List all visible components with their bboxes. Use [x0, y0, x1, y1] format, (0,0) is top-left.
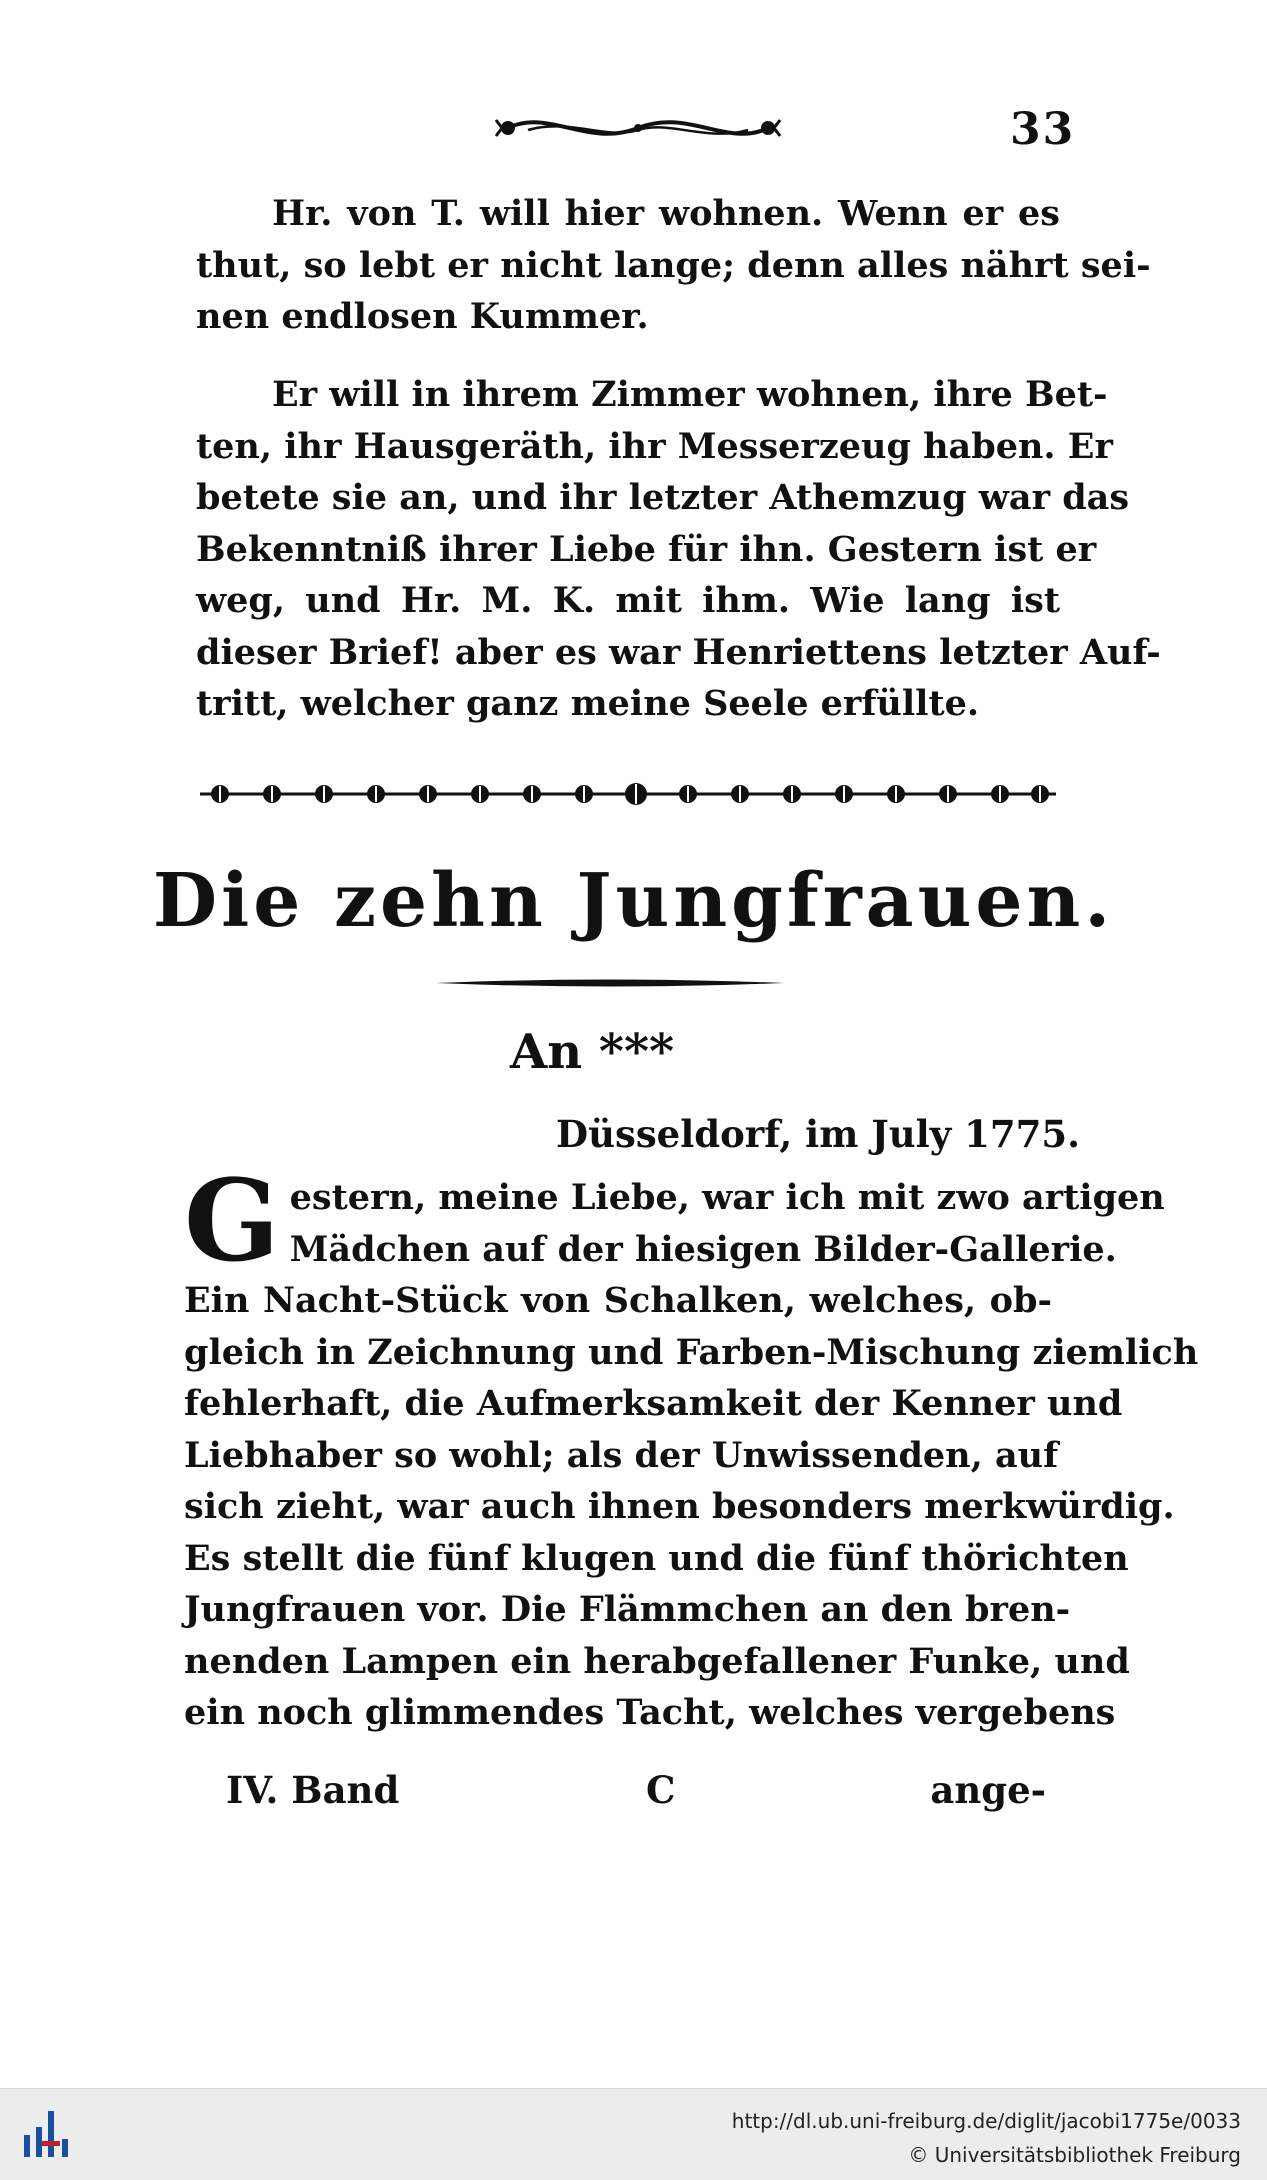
text-line: Ein Nacht-Stück von Schalken, welches, ob-: [184, 1280, 1052, 1321]
text-line: nen endlosen Kummer.: [196, 296, 649, 337]
paragraph: [196, 369, 1161, 730]
text-line: thut, so lebt er nicht lange; denn alles nährt sei-: [196, 244, 1151, 286]
text-line: sich zieht, war auch ihnen besonders merkwürdig.: [184, 1486, 1175, 1527]
copyright-notice: © Universitätsbibliothek Freiburg: [908, 2143, 1241, 2167]
text-line: ten, ihr Hausgeräth, ihr Messerzeug haben. Er: [196, 425, 1113, 467]
paragraph-continuation: [196, 188, 1151, 343]
page-number: 33: [1010, 104, 1076, 155]
text-line: Es stellt die fünf klugen und die fünf thörichten: [184, 1537, 1129, 1579]
letter-body: [184, 1156, 1199, 1739]
library-logo-icon[interactable]: [16, 2105, 80, 2165]
text-line: Jungfrauen vor. Die Flämmchen an den bren-: [184, 1589, 1071, 1630]
text-line: dieser Brief! aber es war Henriettens letzter Auf-: [196, 631, 1161, 673]
letter-dateline: Düsseldorf, im July 1775.: [556, 1112, 1080, 1156]
text-line: tritt, welcher ganz meine Seele erfüllte.: [196, 683, 980, 724]
section-title: Die zehn Jungfrauen.: [152, 858, 1115, 944]
volume-signature: IV. Band: [226, 1768, 400, 1812]
text-line: Liebhaber so wohl; als der Unwissenden, auf: [184, 1434, 1059, 1476]
viewer-footer: [0, 2088, 1267, 2180]
text-line: weg, und Hr. M. K. mit ihm. Wie lang ist: [196, 580, 1060, 621]
text-line: betete sie an, und ihr letzter Athemzug war das: [196, 477, 1130, 518]
text-line: ein noch glimmendes Tacht, welches vergebens: [184, 1692, 1116, 1733]
text-line: nenden Lampen ein herabgefallener Funke, und: [184, 1640, 1130, 1682]
ornament-vignette-icon: [488, 100, 788, 156]
page-permalink[interactable]: http://dl.ub.uni-freiburg.de/diglit/jacobi1775e/0033: [731, 2109, 1241, 2133]
drop-cap: G: [184, 1156, 280, 1287]
text-line: Hr. von T. will hier wohnen. Wenn er es: [272, 193, 1060, 234]
title-rule-icon: [436, 976, 784, 990]
text-line: Bekenntniß ihrer Liebe für ihn. Gestern ist er: [196, 528, 1097, 570]
text-line: fehlerhaft, die Aufmerksamkeit der Kenner und: [184, 1383, 1123, 1424]
text-line: Mädchen auf der hiesigen Bilder-Gallerie.: [289, 1228, 1117, 1270]
catchword: ange-: [930, 1768, 1046, 1812]
sheet-signature: C: [646, 1768, 676, 1812]
text-line: estern, meine Liebe, war ich mit zwo artigen: [289, 1177, 1165, 1218]
letter-addressee: An ***: [510, 1024, 675, 1080]
text-line: gleich in Zeichnung und Farben-Mischung ziemlich: [184, 1331, 1199, 1373]
text-line: Er will in ihrem Zimmer wohnen, ihre Bet-: [272, 374, 1108, 415]
ornamental-divider-icon: [200, 772, 1056, 816]
